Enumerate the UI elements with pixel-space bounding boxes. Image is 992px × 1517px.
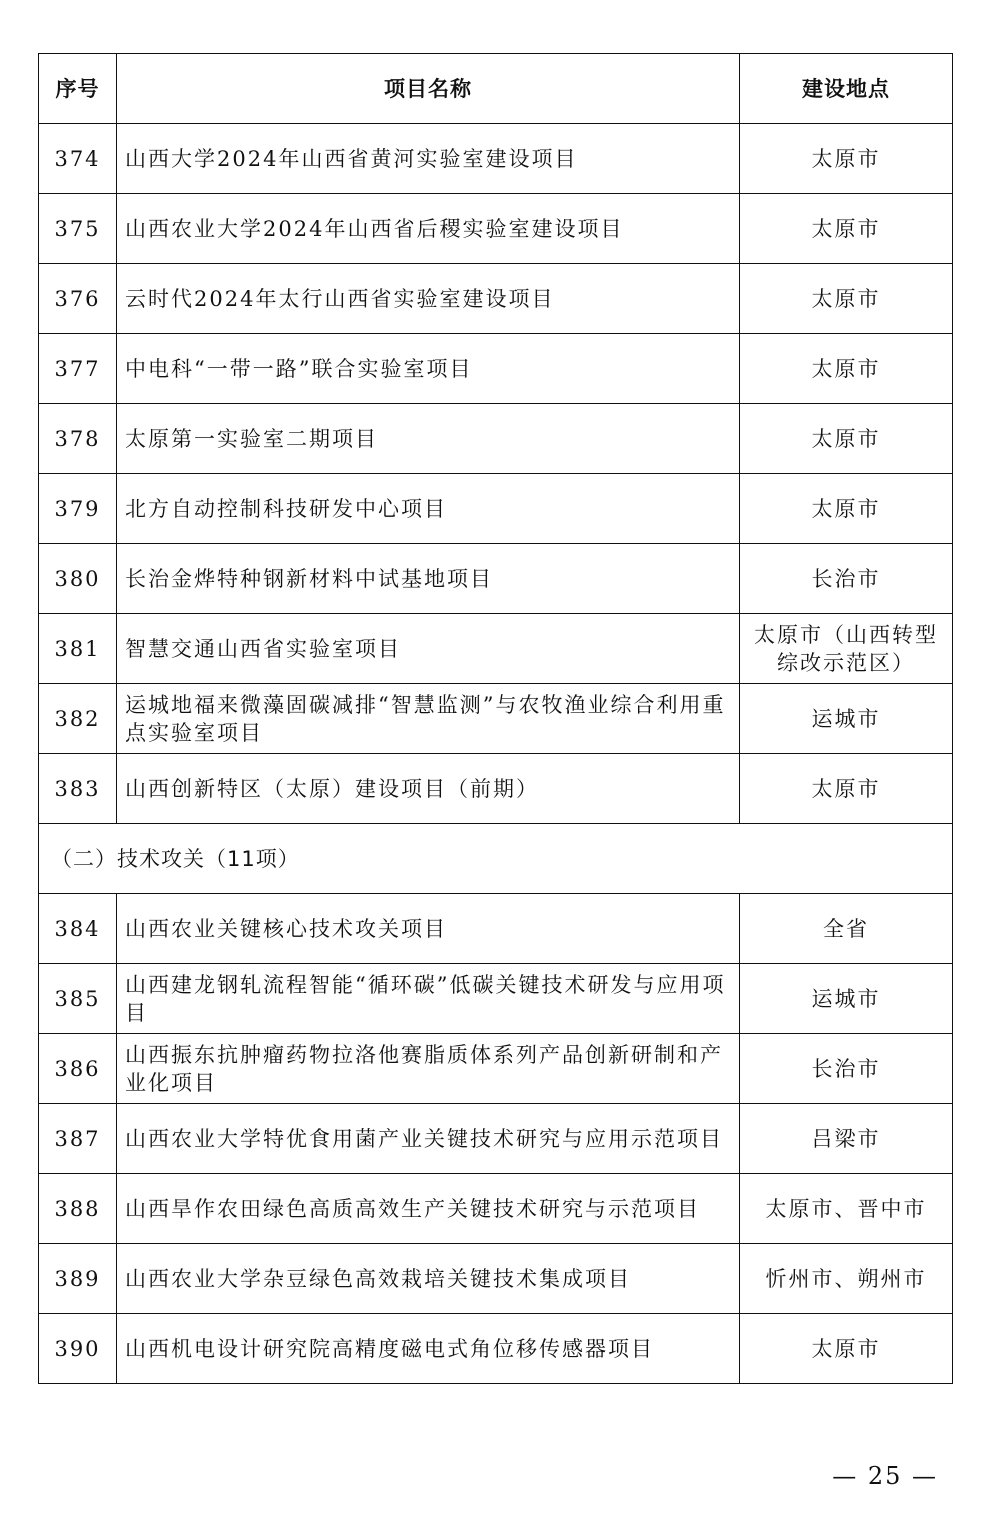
table-row (39, 194, 953, 264)
row-location: 全省 (740, 894, 953, 964)
table-row (39, 1244, 953, 1314)
row-location: 太原市（山西转型综改示范区） (740, 614, 953, 684)
table-body-part-one (39, 124, 953, 824)
row-index: 389 (39, 1244, 117, 1314)
row-index: 379 (39, 474, 117, 544)
row-index: 377 (39, 334, 117, 404)
table-row (39, 124, 953, 194)
row-project-name: 山西振东抗肿瘤药物拉洛他赛脂质体系列产品创新研制和产业化项目 (117, 1034, 740, 1104)
table-row (39, 684, 953, 754)
table-row (39, 334, 953, 404)
row-project-name: 山西机电设计研究院高精度磁电式角位移传感器项目 (117, 1314, 740, 1384)
table-row (39, 1034, 953, 1104)
table-row (39, 1104, 953, 1174)
row-location: 太原市 (740, 754, 953, 824)
row-project-name: 山西农业大学杂豆绿色高效栽培关键技术集成项目 (117, 1244, 740, 1314)
row-index: 375 (39, 194, 117, 264)
row-index: 380 (39, 544, 117, 614)
row-location: 太原市 (740, 474, 953, 544)
header-location: 建设地点 (740, 54, 953, 124)
row-location: 太原市 (740, 194, 953, 264)
row-location: 太原市、晋中市 (740, 1174, 953, 1244)
row-project-name: 山西农业大学2024年山西省后稷实验室建设项目 (117, 194, 740, 264)
table-row (39, 754, 953, 824)
row-location: 吕梁市 (740, 1104, 953, 1174)
page-number: — 25 — (832, 1462, 938, 1490)
row-index: 388 (39, 1174, 117, 1244)
table-row (39, 474, 953, 544)
row-project-name: 山西农业关键核心技术攻关项目 (117, 894, 740, 964)
table-row (39, 404, 953, 474)
row-project-name: 云时代2024年太行山西省实验室建设项目 (117, 264, 740, 334)
row-project-name: 山西旱作农田绿色高质高效生产关键技术研究与示范项目 (117, 1174, 740, 1244)
table-row (39, 544, 953, 614)
row-index: 376 (39, 264, 117, 334)
row-location: 运城市 (740, 964, 953, 1034)
project-table (38, 53, 953, 1384)
row-index: 381 (39, 614, 117, 684)
table-row (39, 964, 953, 1034)
row-project-name: 中电科“一带一路”联合实验室项目 (117, 334, 740, 404)
row-index: 390 (39, 1314, 117, 1384)
row-project-name: 山西建龙钢轧流程智能“循环碳”低碳关键技术研发与应用项目 (117, 964, 740, 1034)
row-project-name: 运城地福来微藻固碳减排“智慧监测”与农牧渔业综合利用重点实验室项目 (117, 684, 740, 754)
row-index: 382 (39, 684, 117, 754)
header-name: 项目名称 (117, 54, 740, 124)
row-location: 太原市 (740, 334, 953, 404)
section-title: （二）技术攻关（11项） (39, 824, 953, 894)
row-location: 太原市 (740, 124, 953, 194)
row-location: 太原市 (740, 404, 953, 474)
row-project-name: 山西大学2024年山西省黄河实验室建设项目 (117, 124, 740, 194)
row-location: 长治市 (740, 1034, 953, 1104)
table-row (39, 1314, 953, 1384)
table-row (39, 1174, 953, 1244)
section-row (39, 824, 953, 894)
row-index: 374 (39, 124, 117, 194)
row-location: 忻州市、朔州市 (740, 1244, 953, 1314)
header-index: 序号 (39, 54, 117, 124)
table-header-row (39, 54, 953, 124)
row-index: 378 (39, 404, 117, 474)
table-row (39, 614, 953, 684)
row-index: 383 (39, 754, 117, 824)
row-project-name: 北方自动控制科技研发中心项目 (117, 474, 740, 544)
row-project-name: 山西创新特区（太原）建设项目（前期） (117, 754, 740, 824)
row-project-name: 太原第一实验室二期项目 (117, 404, 740, 474)
row-index: 386 (39, 1034, 117, 1104)
row-project-name: 智慧交通山西省实验室项目 (117, 614, 740, 684)
row-location: 长治市 (740, 544, 953, 614)
table-row (39, 894, 953, 964)
row-project-name: 长治金烨特种钢新材料中试基地项目 (117, 544, 740, 614)
row-index: 385 (39, 964, 117, 1034)
table-row (39, 264, 953, 334)
table-body-part-two (39, 894, 953, 1384)
row-project-name: 山西农业大学特优食用菌产业关键技术研究与应用示范项目 (117, 1104, 740, 1174)
row-location: 太原市 (740, 1314, 953, 1384)
row-location: 太原市 (740, 264, 953, 334)
row-index: 384 (39, 894, 117, 964)
row-location: 运城市 (740, 684, 953, 754)
row-index: 387 (39, 1104, 117, 1174)
